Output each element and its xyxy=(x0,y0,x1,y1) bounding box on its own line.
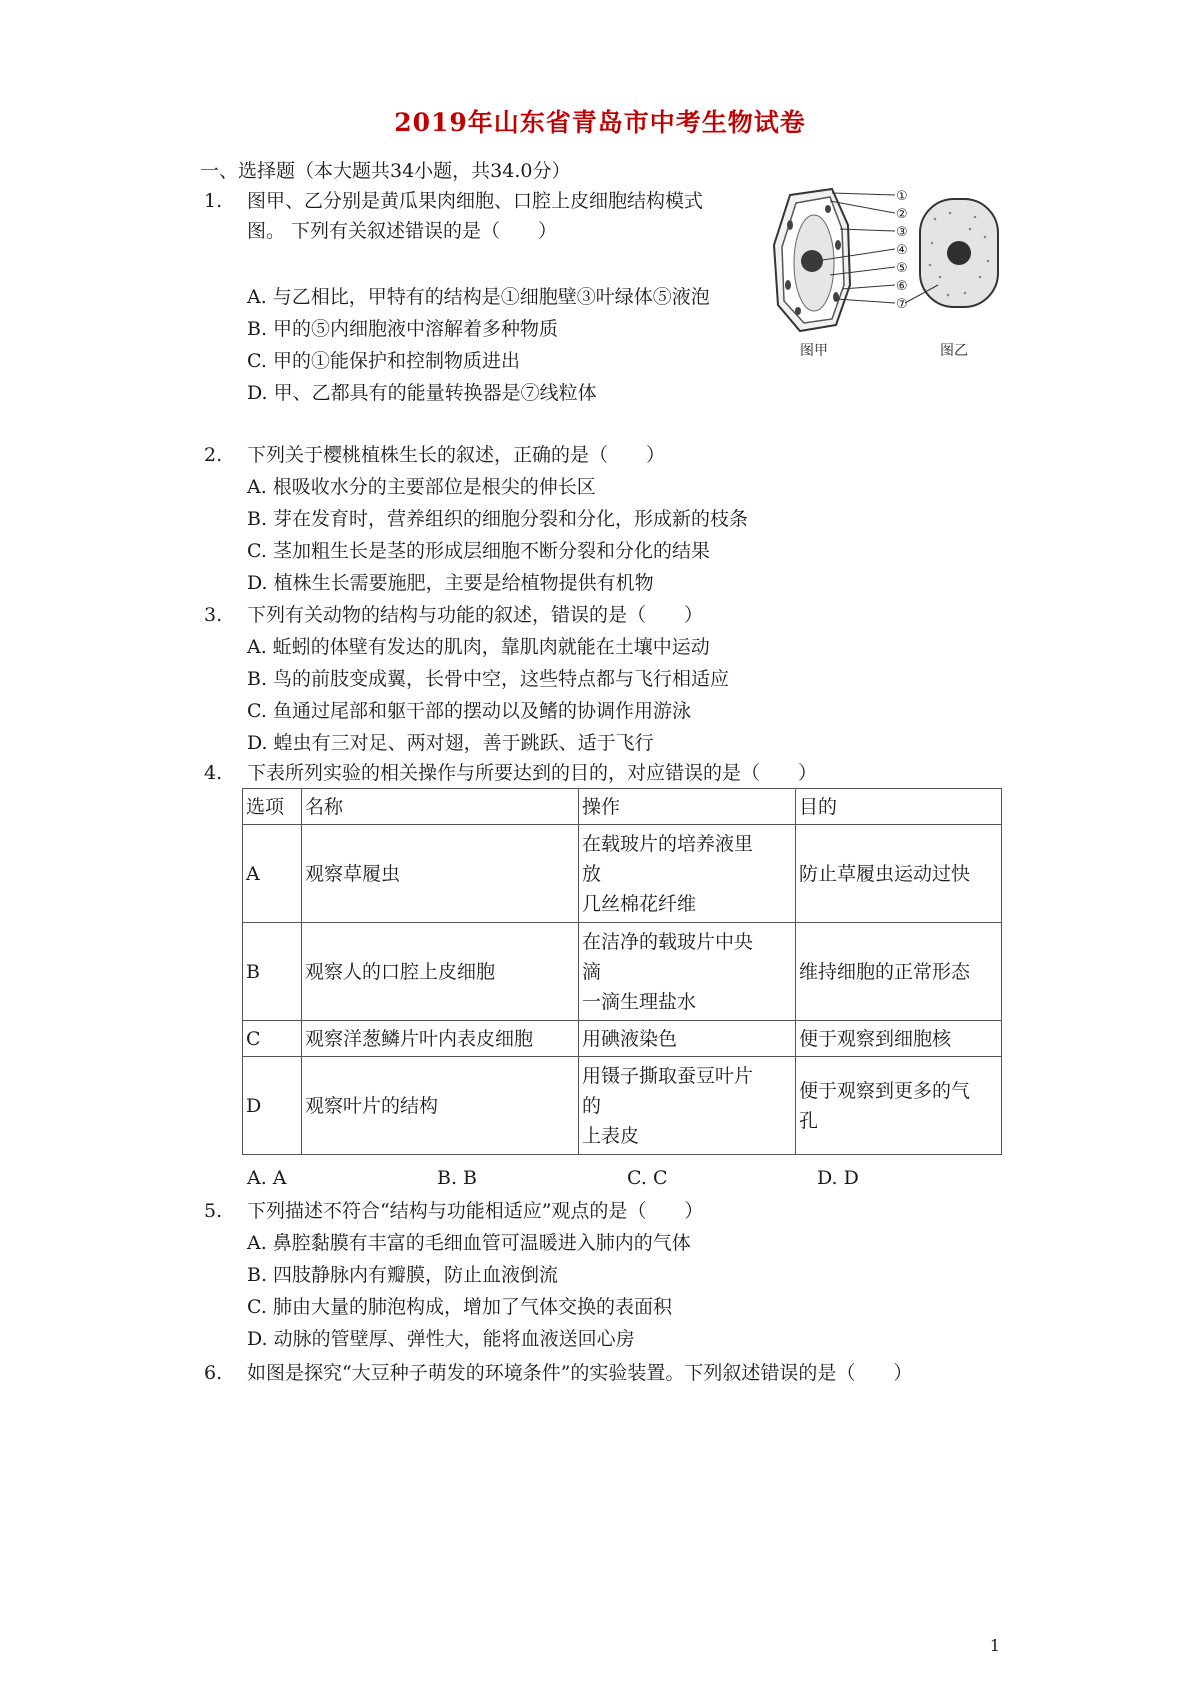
table-cell: 观察草履虫 xyxy=(302,825,579,923)
question-number: 1. xyxy=(204,190,223,212)
table-cell: 维持细胞的正常形态 xyxy=(796,923,1002,1021)
option-a: A. 根吸收水分的主要部位是根尖的伸长区 xyxy=(247,476,596,498)
question-number: 3. xyxy=(204,604,223,626)
option-c: C. 茎加粗生长是茎的形成层细胞不断分裂和分化的结果 xyxy=(247,540,710,562)
table-cell xyxy=(796,1057,1002,1155)
section-heading: 一、选择题（本大题共34小题，共34.0分） xyxy=(200,160,571,182)
figure-label: ④ xyxy=(896,243,908,258)
table-cell xyxy=(579,923,796,1021)
option-c: C. 甲的①能保护和控制物质进出 xyxy=(247,350,520,372)
table-cell xyxy=(579,825,796,923)
table-cell: B xyxy=(243,923,302,1021)
question-stem: 下表所列实验的相关操作与所要达到的目的，对应错误的是（ ） xyxy=(247,762,818,784)
table-header: 操作 xyxy=(579,789,796,825)
table-cell: C xyxy=(243,1021,302,1057)
question-stem: 下列关于樱桃植株生长的叙述，正确的是（ ） xyxy=(247,444,666,466)
option-d: D. 动脉的管壁厚、弹性大，能将血液送回心房 xyxy=(247,1328,635,1350)
answer-options xyxy=(247,1163,947,1193)
question-stem: 如图是探究“大豆种子萌发的环境条件”的实验装置。下列叙述错误的是（ ） xyxy=(247,1362,913,1384)
cell-line: 孔 xyxy=(799,1109,819,1132)
option-b: B. 鸟的前肢变成翼，长骨中空，这些特点都与飞行相适应 xyxy=(247,668,730,690)
option-b: B. 甲的⑤内细胞液中溶解着多种物质 xyxy=(247,318,559,340)
table-cell xyxy=(579,1057,796,1155)
table-header: 名称 xyxy=(302,789,579,825)
table-row xyxy=(243,825,1002,923)
option-a: A. 蚯蚓的体壁有发达的肌肉，靠肌肉就能在土壤中运动 xyxy=(247,636,710,658)
option-d: D. 植株生长需要施肥，主要是给植物提供有机物 xyxy=(247,572,654,594)
animal-cell-diagram xyxy=(905,199,998,307)
page-title: 2019年山东省青岛市中考生物试卷 xyxy=(394,108,806,137)
option-d: D. D xyxy=(817,1167,859,1189)
table-row xyxy=(243,1021,1002,1057)
cell-line: 滴 xyxy=(582,960,602,983)
table-cell: D xyxy=(243,1057,302,1155)
option-c: C. C xyxy=(627,1167,668,1189)
table-cell: 观察人的口腔上皮细胞 xyxy=(302,923,579,1021)
figure-label: ③ xyxy=(896,225,908,240)
table-cell: 观察叶片的结构 xyxy=(302,1057,579,1155)
option-c: C. 肺由大量的肺泡构成，增加了气体交换的表面积 xyxy=(247,1296,672,1318)
table-cell: 用碘液染色 xyxy=(579,1021,796,1057)
cell-line: 在洁净的载玻片中央 xyxy=(582,930,754,953)
option-a: A. 与乙相比，甲特有的结构是①细胞壁③叶绿体⑤液泡 xyxy=(247,286,710,308)
option-c: C. 鱼通过尾部和躯干部的摆动以及鳍的协调作用游泳 xyxy=(247,700,691,722)
cell-line: 几丝棉花纤维 xyxy=(582,892,697,915)
question-number: 4. xyxy=(204,762,223,784)
cell-structure-figure xyxy=(770,185,1002,370)
figure-caption-left: 图甲 xyxy=(800,343,828,359)
question-number: 2. xyxy=(204,444,223,466)
figure-caption-right: 图乙 xyxy=(940,343,968,359)
question-stem: 下列有关动物的结构与功能的叙述，错误的是（ ） xyxy=(247,604,704,626)
cell-line: 在载玻片的培养液里 xyxy=(582,832,754,855)
cell-line: 上表皮 xyxy=(582,1124,640,1147)
question-stem: 下列描述不符合“结构与功能相适应”观点的是（ ） xyxy=(247,1200,704,1222)
cell-line: 的 xyxy=(582,1094,602,1117)
table-cell: 防止草履虫运动过快 xyxy=(796,825,1002,923)
question-stem: 图甲、乙分别是黄瓜果肉细胞、口腔上皮细胞结构模式 xyxy=(247,190,704,212)
page-number: 1 xyxy=(989,1636,1000,1655)
cell-line: 用镊子撕取蚕豆叶片 xyxy=(582,1064,754,1087)
option-b: B. 芽在发育时，营养组织的细胞分裂和分化，形成新的枝条 xyxy=(247,508,749,530)
option-a: A. 鼻腔黏膜有丰富的毛细血管可温暖进入肺内的气体 xyxy=(247,1232,691,1254)
table-header: 目的 xyxy=(796,789,1002,825)
option-b: B. B xyxy=(437,1167,478,1189)
figure-label: ⑦ xyxy=(896,297,908,312)
figure-label: ⑥ xyxy=(896,279,908,294)
plant-cell-diagram xyxy=(774,189,850,331)
figure-label: ① xyxy=(896,189,908,204)
option-d: D. 甲、乙都具有的能量转换器是⑦线粒体 xyxy=(247,382,597,404)
option-a: A. A xyxy=(247,1167,287,1189)
table-header: 选项 xyxy=(243,789,302,825)
table-row xyxy=(243,923,1002,1021)
experiment-table xyxy=(242,788,1002,1155)
table-cell: 便于观察到细胞核 xyxy=(796,1021,1002,1057)
question-number: 6. xyxy=(204,1362,223,1384)
figure-label: ⑤ xyxy=(896,261,908,276)
table-header-row xyxy=(243,789,1002,825)
option-b: B. 四肢静脉内有瓣膜，防止血液倒流 xyxy=(247,1264,559,1286)
question-number: 5. xyxy=(204,1200,223,1222)
table-cell: 观察洋葱鳞片叶内表皮细胞 xyxy=(302,1021,579,1057)
option-d: D. 蝗虫有三对足、两对翅，善于跳跃、适于飞行 xyxy=(247,732,654,754)
table-row xyxy=(243,1057,1002,1155)
cell-line: 便于观察到更多的气 xyxy=(799,1079,971,1102)
table-cell: A xyxy=(243,825,302,923)
figure-label: ② xyxy=(896,207,908,222)
question-stem: 图。 下列有关叙述错误的是（ ） xyxy=(247,220,558,242)
cell-line: 一滴生理盐水 xyxy=(582,990,697,1013)
cell-line: 放 xyxy=(582,862,602,885)
